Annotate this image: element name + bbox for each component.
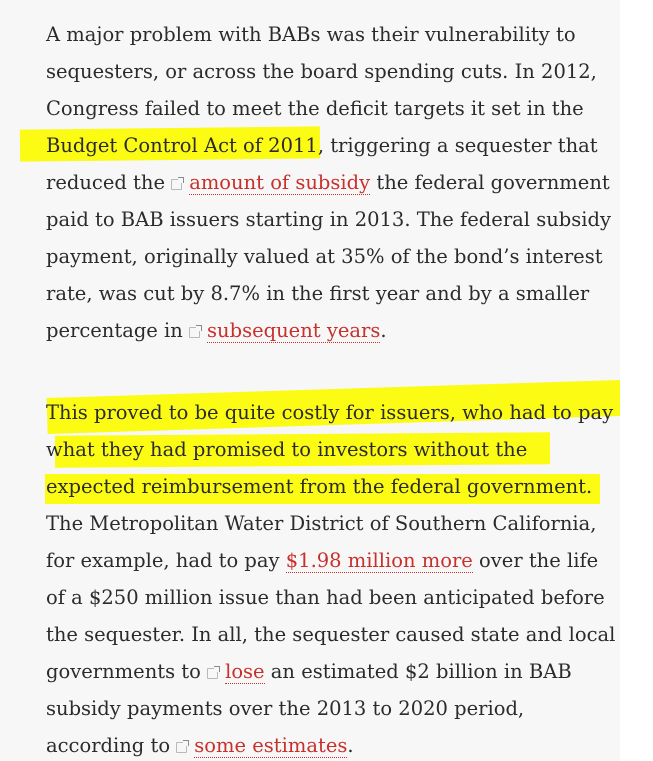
text-line: reduced the amount of subsidy the federal government	[46, 171, 610, 194]
highlighted-text: Budget Control Act of 2011	[46, 134, 318, 157]
some-estimates-link[interactable]: some estimates	[194, 734, 348, 757]
text-line: according to some estimates.	[46, 734, 354, 757]
text-line: subsidy payments over the 2013 to 2020 period,	[46, 697, 525, 720]
text-line: of a $250 million issue than had been anticipated before	[46, 586, 605, 609]
highlighted-text: This proved to be quite costly for issuers, who had to pay	[46, 401, 614, 424]
external-link-icon	[171, 179, 182, 190]
external-link-icon	[207, 668, 218, 679]
amount-of-subsidy-link[interactable]: amount of subsidy	[189, 171, 371, 194]
text-line: percentage in subsequent years.	[46, 319, 387, 342]
text-line: the sequester. In all, the sequester caused state and local	[46, 623, 616, 646]
external-link-icon	[176, 742, 187, 753]
text-line: The Metropolitan Water District of Southern California,	[46, 512, 597, 535]
text-line: paid to BAB issuers starting in 2013. The federal subsidy	[46, 208, 611, 231]
external-link-icon	[189, 327, 200, 338]
text-line: governments to lose an estimated $2 billion in BAB	[46, 660, 572, 683]
text-line: payment, originally valued at 35% of the bond’s interest	[46, 245, 603, 268]
million-more-link[interactable]: $1.98 million more	[285, 549, 473, 572]
text-line: Budget Control Act of 2011, triggering a sequester that	[46, 134, 598, 157]
highlighted-text: expected reimbursement from the federal government.	[46, 475, 593, 498]
text-line: Congress failed to meet the deficit targets it set in the	[46, 97, 584, 120]
subsequent-years-link[interactable]: subsequent years	[207, 319, 381, 342]
text-line: for example, had to pay $1.98 million more over the life	[46, 549, 599, 572]
text-line: A major problem with BABs was their vulnerability to	[46, 23, 576, 46]
text-line: rate, was cut by 8.7% in the first year and by a smaller	[46, 282, 590, 305]
highlighted-text: what they had promised to investors without the	[46, 438, 528, 461]
text-line: sequesters, or across the board spending cuts. In 2012,	[46, 60, 597, 83]
lose-link[interactable]: lose	[225, 660, 265, 683]
